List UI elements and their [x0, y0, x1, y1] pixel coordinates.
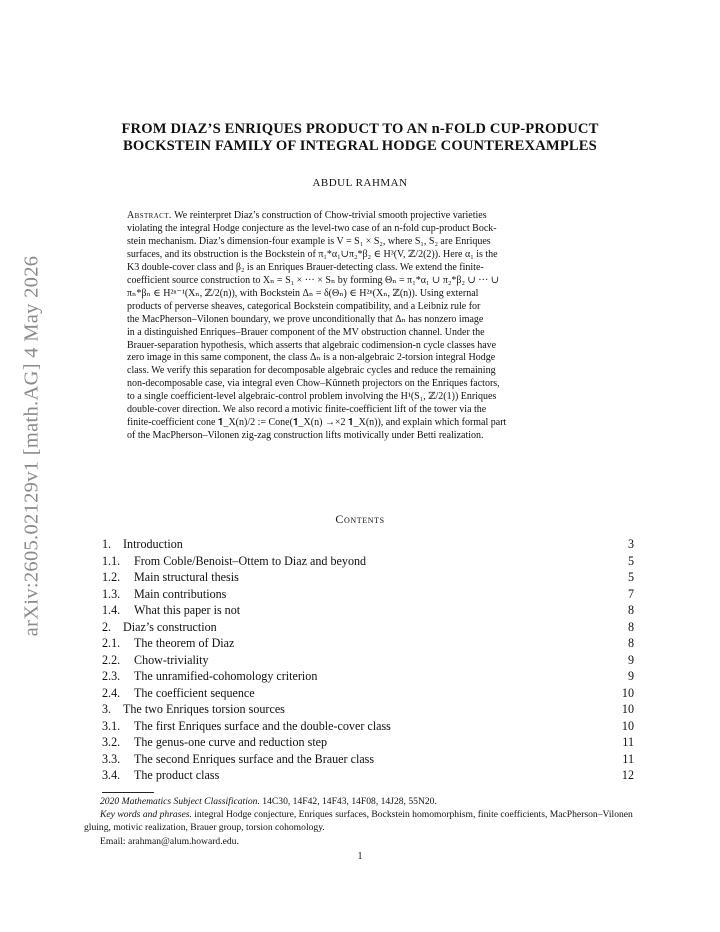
keywords-text: integral Hodge conjecture, Enriques surfaces, Bockstein homomorphism, finite coefficients, MacPherson–Vilonen gluing, motivic realization, Brauer group, torsion cohomology. — [84, 809, 633, 834]
toc-entry[interactable] — [102, 767, 634, 784]
toc-entry[interactable] — [102, 635, 634, 652]
toc-entry[interactable] — [102, 536, 634, 553]
toc-entry[interactable] — [102, 668, 634, 685]
toc-entry[interactable] — [102, 553, 634, 570]
footnote-keywords — [84, 808, 636, 834]
toc-number: 3.2. — [102, 735, 121, 749]
toc-page: 7 — [627, 586, 634, 601]
abstract-line: non-decomposable case, via integral even Chow–Künneth projectors on the Enriques factors, — [127, 378, 500, 390]
toc-number: 1.3. — [102, 586, 121, 601]
toc-page: 5 — [627, 570, 634, 584]
toc-page: 10 — [621, 718, 634, 733]
toc-page: 8 — [627, 619, 634, 634]
toc-page: 5 — [627, 553, 634, 568]
abstract-line: double-cover direction. We also record a motivic finite-coefficient lift of the tower via the — [127, 404, 487, 416]
arxiv-identifier: arXiv:2605.02129v1 [math.AG] 4 May 2026 — [20, 255, 43, 637]
abstract-line: products of perverse sheaves, categorical Bockstein compatibility, and a Leibniz rule for — [127, 300, 481, 312]
toc-page: 10 — [621, 702, 634, 716]
toc-title: The unramified-cohomology criterion — [134, 669, 318, 683]
email-address[interactable]: arahman@alum.howard.edu. — [127, 835, 239, 847]
footnotes — [84, 795, 636, 848]
toc-title: Chow-triviality — [134, 652, 209, 667]
abstract-line: K3 double-cover class and β₂ is an Enriques Brauer-detecting class. We extend the finite- — [127, 261, 484, 273]
toc-number: 1.4. — [102, 603, 121, 617]
toc-page: 11 — [622, 735, 634, 749]
contents-heading: Contents — [335, 512, 385, 526]
abstract-line — [127, 210, 593, 223]
toc-page: 8 — [627, 636, 634, 650]
toc-title: The theorem of Diaz — [134, 636, 235, 650]
toc-page: 9 — [627, 652, 634, 667]
toc-page: 3 — [627, 537, 634, 551]
toc-entry[interactable] — [102, 619, 634, 636]
toc-entry[interactable] — [102, 718, 634, 735]
keywords-label: Key words and phrases. — [100, 809, 192, 821]
abstract-line: in a distinguished Enriques–Brauer component of the MV obstruction channel. Under the — [127, 326, 485, 338]
toc-page: 8 — [627, 603, 634, 617]
toc-number: 1.2. — [102, 570, 121, 584]
abstract-line: stein mechanism. Diaz’s dimension-four example is V = S₁ × S₂, where S₁, S₂ are Enriques — [127, 235, 491, 247]
toc-entry[interactable] — [102, 569, 634, 586]
toc-number: 3.1. — [102, 718, 121, 733]
author-name: ABDUL RAHMAN — [312, 177, 408, 189]
abstract-line: πₙ*βₙ ∈ H²ⁿ⁻¹(Xₙ, ℤ/2(n)), with Bockstein Δₙ = δ(Θₙ) ∈ H²ⁿ(Xₙ, ℤ(n)). Using external — [127, 287, 479, 299]
abstract-line: Brauer-separation hypothesis, which asserts that algebraic codimension-n cycle classes have — [127, 339, 497, 351]
toc-title: The coefficient sequence — [134, 685, 255, 700]
abstract-line: surfaces, and its obstruction is the Bockstein of π₁*α₁∪π₂*β₂ ∈ H³(V, ℤ/2(2)). Here α₁ is the — [127, 248, 498, 260]
toc-title: Introduction — [123, 537, 183, 551]
title-line-1: FROM DIAZ’S ENRIQUES PRODUCT TO AN n-FOLD CUP-PRODUCT — [121, 121, 599, 137]
abstract-line: to a single coefficient-level algebraic-control problem involving the H¹(S₁, ℤ/2(1)) Enriques — [127, 391, 497, 403]
toc-entry[interactable] — [102, 685, 634, 702]
toc-title: From Coble/Benoist–Ottem to Diaz and beyond — [134, 553, 367, 568]
toc-title: Main structural thesis — [134, 570, 239, 584]
footnote-rule — [102, 792, 154, 793]
toc-number: 2.3. — [102, 669, 121, 683]
toc-title: The first Enriques surface and the double-cover class — [134, 718, 391, 733]
toc-number: 1.1. — [102, 553, 121, 568]
toc-number: 2.1. — [102, 636, 121, 650]
abstract-line: violating the integral Hodge conjecture as the level-two case of an n-fold cup-product Bock- — [127, 222, 497, 234]
toc-page: 12 — [621, 768, 634, 782]
title-line-2: BOCKSTEIN FAMILY OF INTEGRAL HODGE COUNTEREXAMPLES — [123, 138, 597, 154]
toc-entry[interactable] — [102, 701, 634, 718]
toc-number: 2.2. — [102, 652, 121, 667]
toc-entry[interactable] — [102, 751, 634, 768]
toc-entry[interactable] — [102, 602, 634, 619]
toc-page: 9 — [627, 669, 634, 683]
abstract-label: Abstract. — [127, 210, 172, 221]
toc-title: The two Enriques torsion sources — [123, 702, 285, 716]
arxiv-sidebar-stamp — [12, 236, 52, 656]
toc-title: The product class — [134, 768, 220, 782]
abstract-line: of the MacPherson–Vilonen zig-zag construction lifts motivically under Betti realization. — [127, 430, 484, 442]
toc-number: 1. — [102, 537, 112, 551]
email-label: Email: — [100, 835, 126, 847]
toc-title: Main contributions — [134, 586, 227, 601]
toc-title: The genus-one curve and reduction step — [134, 735, 328, 749]
abstract-line: zero image in this same component, the class Δₙ is a non-algebraic 2-torsion integral Hodge — [127, 352, 496, 364]
abstract — [127, 210, 593, 443]
toc-number: 2. — [102, 619, 112, 634]
abstract-text: We reinterpret Diaz’s construction of Chow-trivial smooth projective varieties — [174, 210, 487, 221]
toc-number: 3.3. — [102, 751, 121, 766]
footnote-msc — [84, 795, 636, 808]
abstract-line: finite-coefficient cone 𝟏_X(n)/2 := Cone(𝟏_X(n) →×2 𝟏_X(n)), and explain which formal part — [127, 417, 507, 429]
msc-label: 2020 Mathematics Subject Classification. — [100, 796, 260, 807]
toc-title: Diaz’s construction — [123, 619, 217, 634]
paper-title — [80, 121, 640, 155]
table-of-contents — [102, 536, 634, 784]
footnote-email — [84, 835, 636, 848]
abstract-line: class. We verify this separation for decomposable algebraic cycles and reduce the remaining — [127, 365, 496, 377]
toc-number: 3. — [102, 702, 112, 716]
msc-codes: 14C30, 14F42, 14F43, 14F08, 14J28, 55N20. — [262, 796, 437, 807]
toc-entry[interactable] — [102, 734, 634, 751]
toc-title: The second Enriques surface and the Brauer class — [134, 751, 375, 766]
abstract-line: coefficient source construction to Xₙ = S₁ × ··· × Sₙ by forming Θₙ = π₁*α₁ ∪ π₂*β₂ ∪ ··· ∪ — [127, 274, 500, 286]
toc-number: 2.4. — [102, 685, 121, 700]
toc-page: 10 — [621, 685, 634, 700]
page-number: 1 — [357, 851, 363, 862]
toc-entry[interactable] — [102, 652, 634, 669]
toc-number: 3.4. — [102, 768, 121, 782]
toc-title: What this paper is not — [134, 603, 241, 617]
abstract-line: the MacPherson–Vilonen boundary, we prove unconditionally that Δₙ has nonzero image — [127, 313, 484, 325]
toc-page: 11 — [622, 751, 634, 766]
toc-entry[interactable] — [102, 586, 634, 603]
